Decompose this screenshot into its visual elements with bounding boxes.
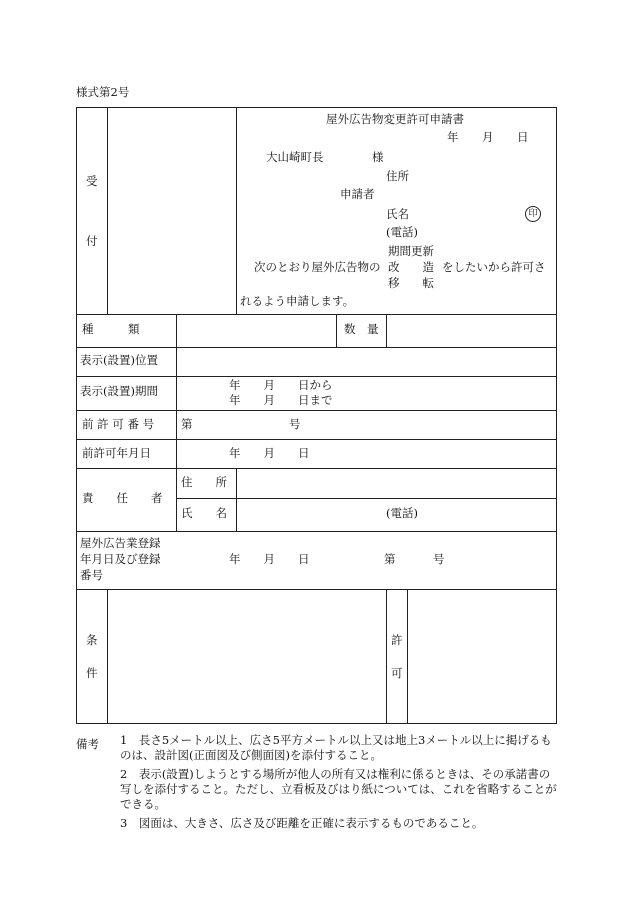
col-divider (386, 589, 387, 724)
col-divider (386, 314, 387, 347)
quantity-label: 数 量 (344, 322, 379, 336)
prev-permit-no-label: 前 許 可 番 号 (82, 417, 155, 431)
row-divider (76, 347, 557, 348)
period-from: 年 月 日から (229, 378, 333, 392)
location-label: 表示(設置)位置 (80, 353, 158, 367)
body-text-end: れるよう申請します。 (240, 294, 355, 308)
permission-label-1: 許 (391, 633, 403, 647)
responsible-address-label: 住 所 (181, 475, 227, 489)
registration-dai: 第 (384, 552, 396, 566)
registration-go: 号 (433, 552, 445, 566)
option-relocation: 移 転 (388, 276, 434, 290)
applicant-label: 申請者 (340, 187, 375, 201)
conditions-label-2: 件 (86, 666, 98, 680)
option-alteration: 改 造 (388, 260, 434, 274)
row-divider (76, 468, 557, 469)
row-divider (76, 589, 557, 590)
application-form-table (76, 107, 557, 724)
col-divider (236, 107, 237, 314)
note-2: 2 表示(設置)しようとする場所が他人の所有又は権利に係るときは、その承諾書の写しを添付すること。ただし、立看板及びはり紙については、これを省略することができる。 (120, 767, 557, 811)
col-divider (176, 314, 177, 531)
col-divider (407, 589, 408, 724)
row-divider (76, 314, 557, 315)
body-text-before: 次のとおり屋外広告物の (254, 260, 381, 274)
col-divider (336, 314, 337, 347)
reception-tsuke: 付 (86, 234, 98, 248)
name-label: 氏名 (386, 207, 409, 221)
addressee-sama: 様 (372, 150, 384, 164)
row-divider (76, 410, 557, 411)
type-label: 種 類 (82, 322, 140, 336)
prev-permit-date-value: 年 月 日 (229, 446, 310, 460)
registration-label-line3: 番号 (80, 568, 103, 582)
period-to: 年 月 日まで (229, 393, 333, 407)
period-label: 表示(設置)期間 (80, 384, 158, 398)
option-renewal: 期間更新 (388, 244, 434, 258)
date-month: 月 (482, 130, 494, 144)
prev-permit-date-label: 前許可年月日 (82, 446, 151, 460)
form-number: 様式第2号 (76, 85, 130, 99)
prev-permit-go: 号 (289, 417, 301, 431)
conditions-label-1: 条 (86, 633, 98, 647)
note-3: 3 図面は、大きさ、広さ及び距離を正確に表示するものであること。 (120, 816, 484, 830)
notes-label: 備考 (76, 737, 99, 751)
responsible-label: 責 任 者 (82, 491, 163, 505)
responsible-name-label: 氏 名 (181, 506, 227, 520)
prev-permit-dai: 第 (181, 417, 193, 431)
phone-label: (電話) (386, 225, 418, 239)
seal-icon: 印 (525, 206, 541, 222)
col-divider (236, 468, 237, 531)
form-title: 屋外広告物変更許可申請書 (326, 112, 464, 126)
col-divider (107, 107, 108, 314)
note-1: 1 長さ5メートル以上、広さ5平方メートル以上又は地上3メートル以上に掲げるものは、設計図(正面図及び側面図)を添付すること。 (120, 733, 552, 762)
registration-label-line1: 屋外広告業登録 (80, 536, 161, 550)
date-year: 年 (447, 130, 459, 144)
addressee: 大山崎町長 (266, 150, 324, 164)
permission-label-2: 可 (391, 666, 403, 680)
date-day: 日 (517, 130, 529, 144)
reception-uke: 受 (86, 174, 98, 188)
registration-label-line2: 年月日及び登録 (80, 552, 161, 566)
address-label: 住所 (386, 169, 409, 183)
col-divider (107, 589, 108, 724)
row-divider (176, 498, 557, 499)
body-text-after: をしたいから許可さ (442, 260, 546, 274)
row-divider (76, 439, 557, 440)
row-divider (76, 376, 557, 377)
row-divider (76, 531, 557, 532)
registration-date: 年 月 日 (229, 552, 310, 566)
responsible-phone: (電話) (386, 506, 418, 520)
